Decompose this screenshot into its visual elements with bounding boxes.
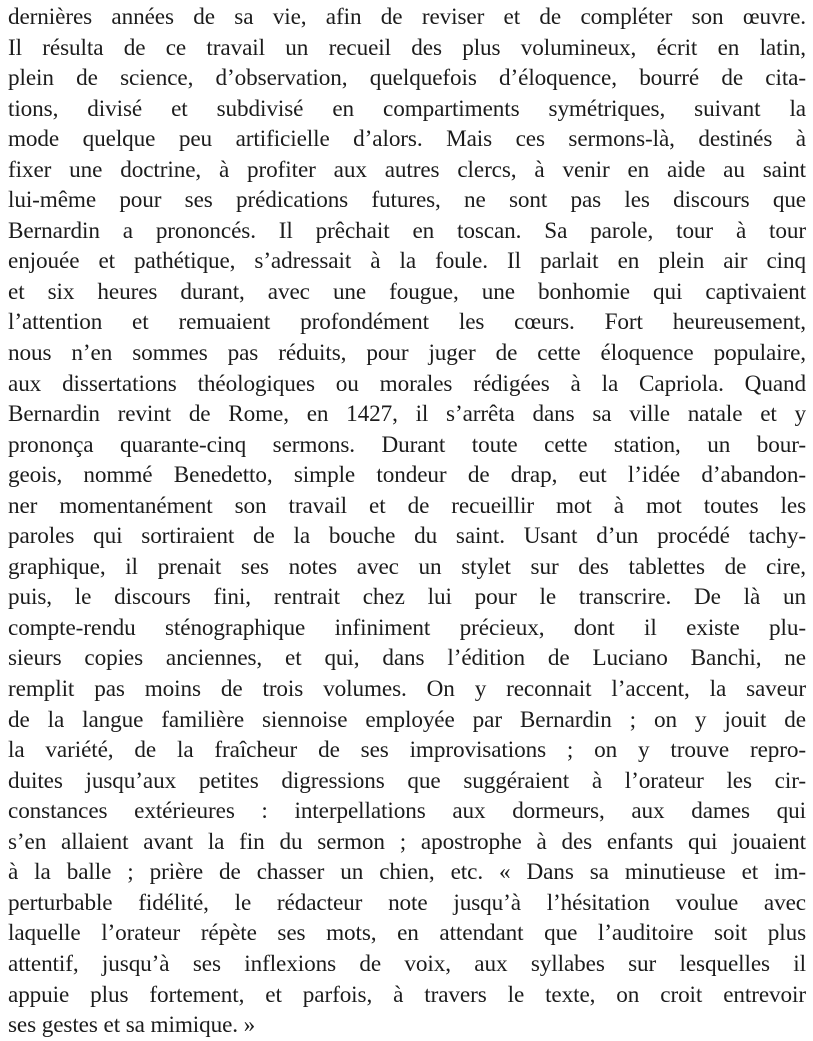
text-line: Il résulta de ce travail un recueil des plus volumineux, écrit en latin, (8, 34, 806, 61)
text-line: nous n’en sommes pas réduits, pour juger de cette éloquence populaire, (8, 340, 806, 367)
text-line: Bernardin a prononcés. Il prêchait en toscan. Sa parole, tour à tour (8, 217, 806, 244)
text-line: Bernardin revint de Rome, en 1427, il s’arrêta dans sa ville natale et y (8, 401, 806, 428)
text-line: geois, nommé Benedetto, simple tondeur de drap, eut l’idée d’abandon- (8, 462, 806, 489)
document-page (8, 2, 806, 1041)
text-line: à la balle ; prière de chasser un chien, etc. « Dans sa minutieuse et im- (8, 859, 806, 886)
text-line: sieurs copies anciennes, et qui, dans l’édition de Luciano Banchi, ne (8, 645, 806, 672)
text-line: remplit pas moins de trois volumes. On y reconnait l’accent, la saveur (8, 676, 806, 703)
text-line-last: ses gestes et sa mimique. » (8, 1012, 256, 1039)
text-line: attentif, jusqu’à ses inflexions de voix, aux syllabes sur lesquelles il (8, 950, 806, 977)
text-line: s’en allaient avant la fin du sermon ; apostrophe à des enfants qui jouaient (8, 828, 806, 855)
text-line: enjouée et pathétique, s’adressait à la foule. Il parlait en plein air cinq (8, 248, 806, 275)
text-line: mode quelque peu artificielle d’alors. Mais ces sermons-là, destinés à (8, 126, 806, 153)
text-line: perturbable fidélité, le rédacteur note jusqu’à l’hésitation voulue avec (8, 889, 806, 916)
text-line: compte-rendu sténographique infiniment précieux, dont il existe plu- (8, 614, 806, 641)
text-line: duites jusqu’aux petites digressions que suggéraient à l’orateur les cir- (8, 767, 806, 794)
text-line: ner momentanément son travail et de recueillir mot à mot toutes les (8, 492, 806, 519)
text-line: aux dissertations théologiques ou morales rédigées à la Capriola. Quand (8, 370, 806, 397)
text-line: tions, divisé et subdivisé en compartiments symétriques, suivant la (8, 95, 806, 122)
body-paragraph (8, 2, 806, 1041)
text-line: dernières années de sa vie, afin de reviser et de compléter son œuvre. (8, 4, 806, 30)
text-line: laquelle l’orateur répète ses mots, en attendant que l’auditoire soit plus (8, 920, 806, 947)
text-line: de la langue familière siennoise employée par Bernardin ; on y jouit de (8, 706, 806, 733)
text-line: graphique, il prenait ses notes avec un stylet sur des tablettes de cire, (8, 553, 806, 580)
text-line: l’attention et remuaient profondément les cœurs. Fort heureusement, (8, 309, 806, 336)
text-line: lui-même pour ses prédications futures, ne sont pas les discours que (8, 187, 806, 214)
text-line: la variété, de la fraîcheur de ses improvisations ; on y trouve repro- (8, 737, 806, 764)
text-line: constances extérieures : interpellations aux dormeurs, aux dames qui (8, 798, 806, 825)
text-line: paroles qui sortiraient de la bouche du saint. Usant d’un procédé tachy- (8, 523, 806, 550)
text-line: plein de science, d’observation, quelquefois d’éloquence, bourré de cita- (8, 65, 806, 92)
text-line: prononça quarante-cinq sermons. Durant toute cette station, un bour- (8, 431, 806, 458)
text-line: puis, le discours fini, rentrait chez lui pour le transcrire. De là un (8, 584, 806, 611)
text-line: et six heures durant, avec une fougue, une bonhomie qui captivaient (8, 278, 806, 305)
text-line: fixer une doctrine, à profiter aux autres clercs, à venir en aide au saint (8, 156, 806, 183)
text-line: appuie plus fortement, et parfois, à travers le texte, on croit entrevoir (8, 981, 806, 1008)
